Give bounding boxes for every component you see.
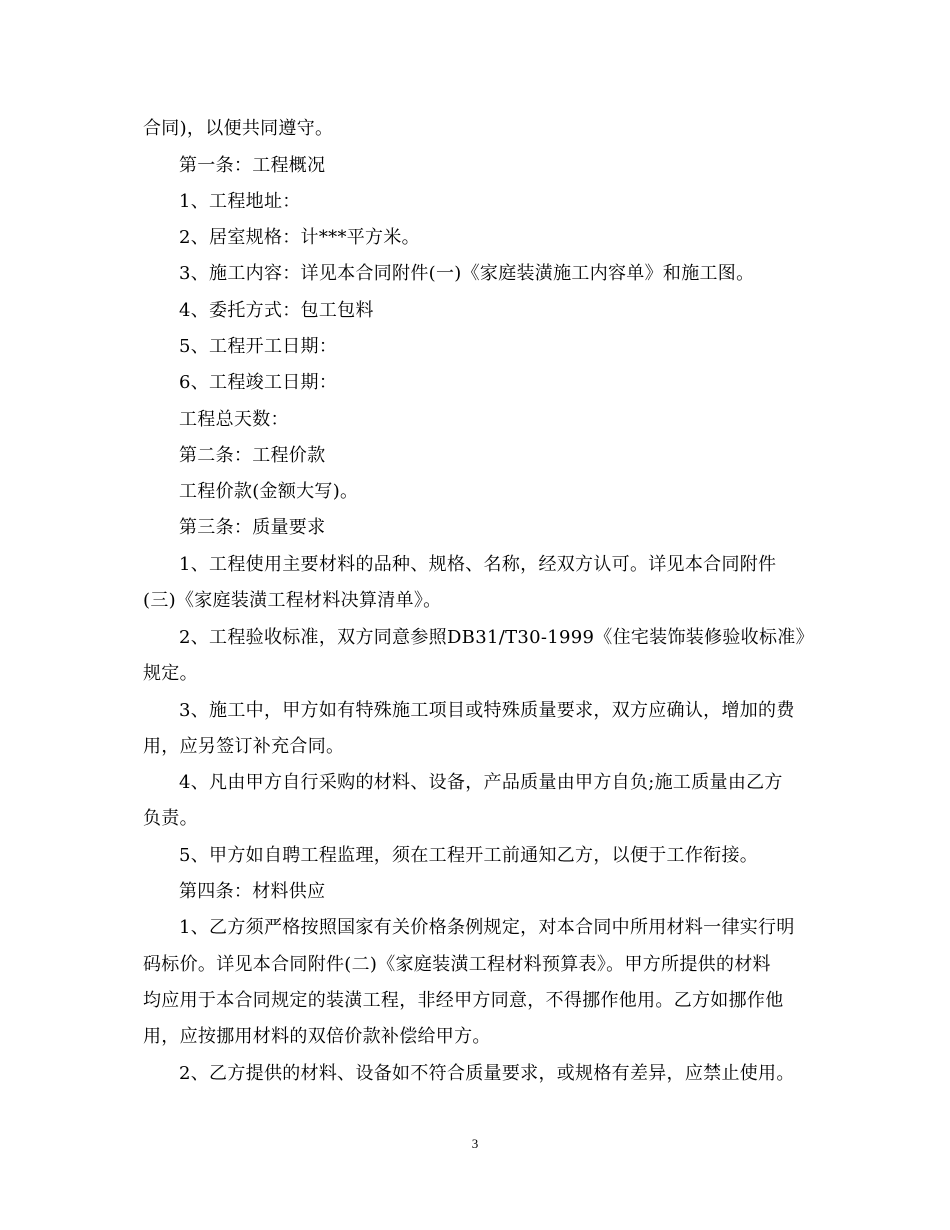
text-line: 合同)，以便共同遵守。 [143, 118, 334, 139]
text-line: 4、凡由甲方自行采购的材料、设备，产品质量由甲方自负;施工质量由乙方 [179, 772, 783, 793]
text-line: 均应用于本合同规定的装潢工程，非经甲方同意，不得挪作他用。乙方如挪作他 [143, 990, 784, 1011]
text-line: 工程价款(金额大写)。 [179, 481, 359, 502]
text-line: 2、乙方提供的材料、设备如不符合质量要求，或规格有差异，应禁止使用。 [179, 1063, 795, 1084]
text-line: 5、工程开工日期： [179, 336, 338, 357]
section-heading: 第一条：工程概况 [179, 155, 326, 176]
text-line: 用，应另签订补充合同。 [143, 736, 345, 757]
text-line: 负责。 [143, 808, 198, 829]
text-line: 规定。 [143, 663, 198, 684]
text-line: 6、工程竣工日期： [179, 372, 338, 393]
text-line: 工程总天数： [179, 409, 289, 430]
section-heading: 第二条：工程价款 [179, 445, 326, 466]
text-line: 2、工程验收标准，双方同意参照DB31/T30-1999《住宅装饰装修验收标准》 [179, 627, 814, 648]
text-line: 用，应按挪用材料的双倍价款补偿给甲方。 [143, 1026, 491, 1047]
text-line: (三)《家庭装潢工程材料决算清单》。 [143, 590, 442, 611]
text-line: 3、施工内容：详见本合同附件(一)《家庭装潢施工内容单》和施工图。 [179, 263, 755, 284]
text-line: 3、施工中，甲方如有特殊施工项目或特殊质量要求，双方应确认，增加的费 [179, 700, 795, 721]
text-line: 2、居室规格：计***平方米。 [179, 227, 420, 248]
text-line: 4、委托方式：包工包料 [179, 300, 374, 321]
page-number: 3 [471, 1136, 479, 1151]
text-line: 5、甲方如自聘工程监理，须在工程开工前通知乙方，以便于工作衔接。 [179, 845, 759, 866]
section-heading: 第三条：质量要求 [179, 517, 326, 538]
text-line: 1、工程地址： [179, 191, 301, 212]
text-line: 1、工程使用主要材料的品种、规格、名称，经双方认可。详见本合同附件 [179, 554, 777, 575]
text-line: 码标价。详见本合同附件(二)《家庭装潢工程材料预算表》。甲方所提供的材料 [143, 954, 771, 975]
text-line: 1、乙方须严格按照国家有关价格条例规定，对本合同中所用材料一律实行明 [179, 917, 795, 938]
section-heading: 第四条：材料供应 [179, 881, 326, 902]
